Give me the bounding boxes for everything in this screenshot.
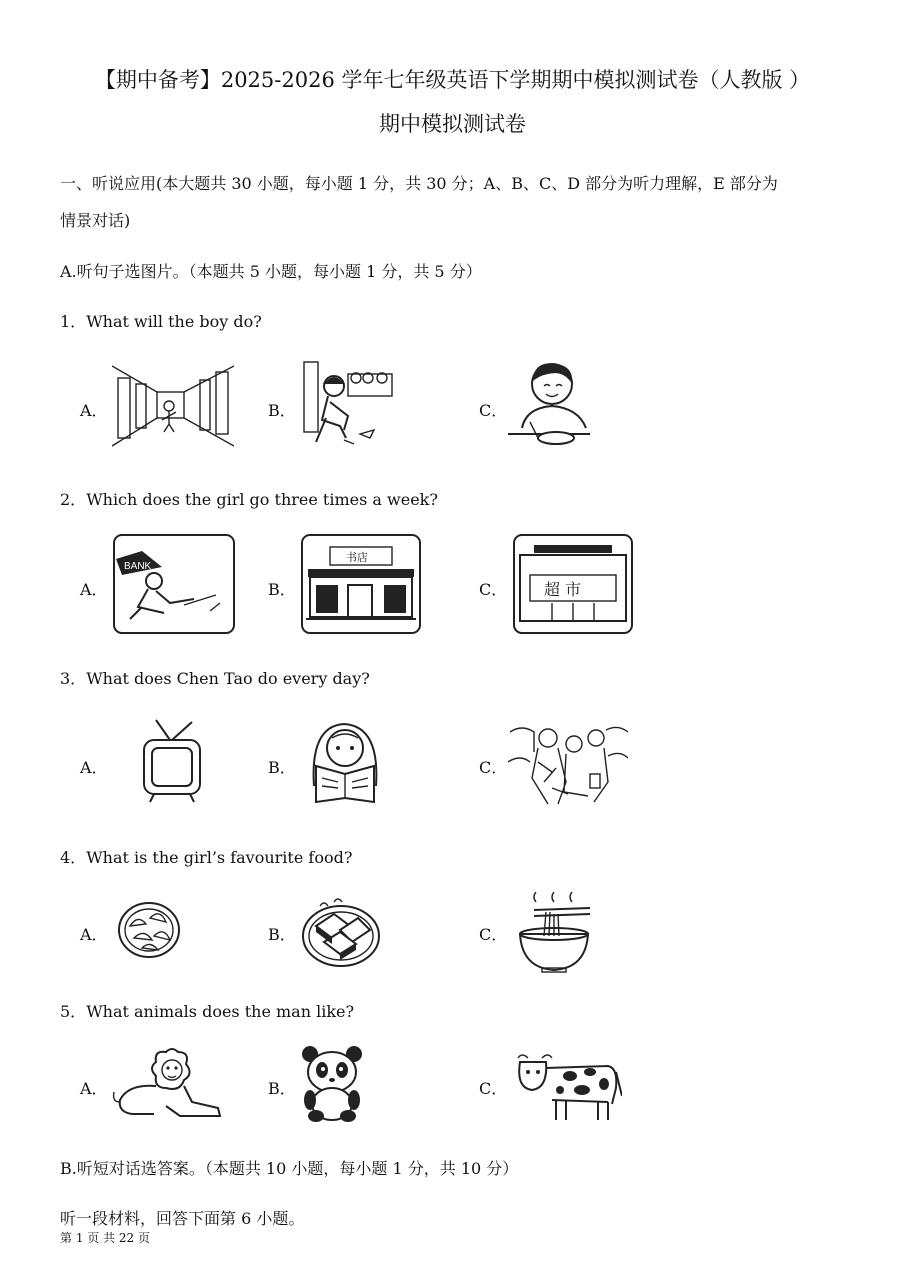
bank-image[interactable]: [112, 533, 236, 635]
option-label-a: A．: [80, 758, 108, 777]
option-label-a: A．: [80, 925, 108, 944]
dumplings-image[interactable]: [116, 900, 182, 960]
supermarket-image[interactable]: [512, 533, 634, 635]
part-a-heading: A.听句子选图片。（本题共 5 小题，每小题 1 分，共 5 分）: [60, 262, 482, 281]
page-subtitle: 期中模拟测试卷: [379, 112, 526, 136]
option-label-b: B．: [268, 925, 296, 944]
panda-image[interactable]: [300, 1044, 364, 1122]
girl-reading-image[interactable]: [306, 716, 384, 804]
boy-eating-image[interactable]: [508, 358, 590, 450]
option-label-a: A．: [80, 580, 108, 599]
tofu-image[interactable]: [300, 896, 382, 968]
option-label-c: C．: [479, 580, 508, 599]
question-number: 5．What animals does the man like?: [60, 1002, 355, 1021]
svg-text:书店: 书店: [346, 551, 368, 564]
option-label-b: B．: [268, 401, 296, 420]
option-label-c: C．: [479, 925, 508, 944]
part-b-heading: B.听短对话选答案。（本题共 10 小题，每小题 1 分，共 10 分）: [60, 1159, 519, 1178]
cow-image[interactable]: [512, 1048, 622, 1124]
option-label-b: B．: [268, 580, 296, 599]
option-label-a: A．: [80, 1079, 108, 1098]
option-label-c: C．: [479, 758, 508, 777]
bookstore-image[interactable]: [300, 533, 422, 635]
lion-image[interactable]: [110, 1046, 224, 1122]
hallway-running-image[interactable]: [112, 362, 234, 448]
television-image[interactable]: [140, 716, 204, 804]
part-b-instruction: 听一段材料，回答下面第 6 小题。: [60, 1209, 305, 1228]
option-label-c: C．: [479, 1079, 508, 1098]
section-instruction-line2: 情景对话): [60, 211, 131, 230]
option-label-b: B．: [268, 758, 296, 777]
noodles-image[interactable]: [516, 890, 594, 974]
question-number: 2．Which does the girl go three times a week?: [60, 490, 438, 509]
section-instruction-line1: 一、听说应用(本大题共 30 小题，每小题 1 分，共 30 分；A、B、C、D 部分为听力理解，E 部分为: [60, 174, 778, 193]
question-number: 1．What will the boy do?: [60, 312, 262, 331]
svg-text:超 市: 超 市: [544, 580, 582, 599]
option-label-a: A．: [80, 401, 108, 420]
page-title: 【期中备考】2025-2026 学年七年级英语下学期期中模拟测试卷（人教版 ）: [94, 68, 811, 92]
cinema-image[interactable]: [508, 722, 628, 806]
question-number: 3．What does Chen Tao do every day?: [60, 669, 370, 688]
option-label-c: C．: [479, 401, 508, 420]
picking-litter-image[interactable]: [300, 356, 400, 452]
page-footer: 第 1 页 共 22 页: [60, 1231, 150, 1245]
option-label-b: B．: [268, 1079, 296, 1098]
question-number: 4．What is the girl’s favourite food?: [60, 848, 353, 867]
svg-text:BANK: BANK: [124, 561, 152, 572]
